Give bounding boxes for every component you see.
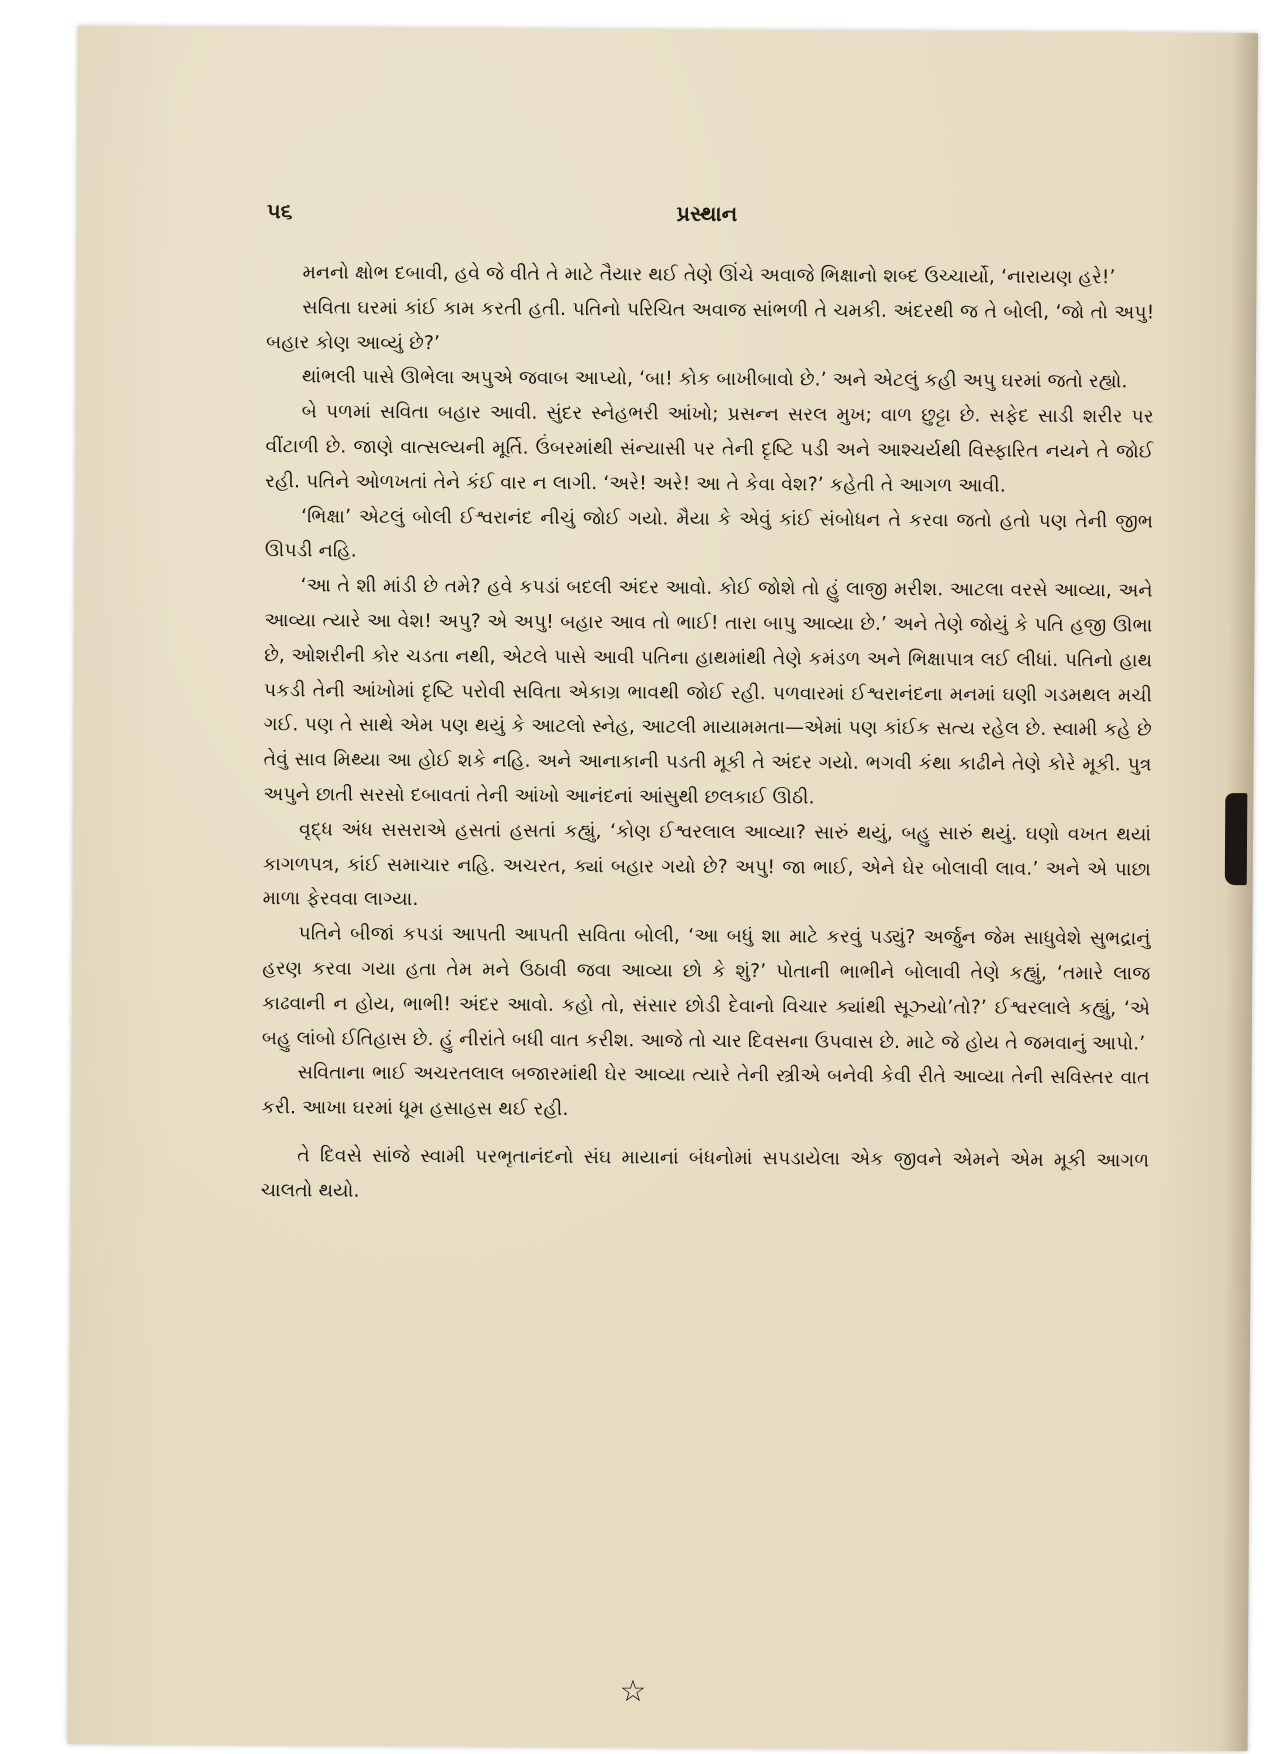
running-head: પ્રસ્થાન bbox=[676, 201, 738, 227]
paragraph: સવિતાના ભાઈ અચરતલાલ બજારમાંથી ઘેર આવ્યા ત્યારે તેની સ્ત્રીએ બનેવી કેવી રીતે આવ્યા તેની સવિસ્તર વાત કરી. આખા ઘરમાં ધૂમ હસાહસ થઈ રહી. bbox=[261, 1061, 1150, 1121]
paragraph: થાંભલી પાસે ઊભેલા અપુએ જવાબ આપ્યો, ‘બા! કોક બાખીબાવો છે.’ અને એટલું કહી અપુ ઘરમાં જતો રહ્યો. bbox=[301, 365, 1128, 393]
page-spine-shadow bbox=[1221, 33, 1257, 1751]
end-star-icon: ☆ bbox=[619, 1674, 647, 1709]
page-header bbox=[267, 199, 1147, 234]
paragraph: ‘આ તે શી માંડી છે તમે? હવે કપડાં બદલી અંદર આવો. કોઈ જોશે તો હું લાજી મરીશ. આટલા વરસે આવ્યા, અને આવ્યા ત્યારે આ વેશ! અપુ? એ અપુ! બહાર આવ તો ભાઈ! તારા બાપુ આવ્યા છે.’ અને તેણે જોયું કે પતિ હજી ઊભા છે, ઓશરીની કોર ચડતા નથી, એટલે પાસે આવી પતિના હાથમાંથી તેણે કમંડળ અને ભિક્ષાપાત્ર લઈ લીધાં. પતિનો હાથ પકડી તેની આંખોમાં દૃષ્ટિ પરોવી સવિતા એકાગ્ર ભાવથી જોઈ રહી. પળવારમાં ઈશ્વરાનંદના મનમાં ઘણી ગડમથલ મચી ગઈ. પણ તે સાથે એમ પણ થયું કે આટલો સ્નેહ, આટલી માયામમતા—એમાં પણ કાંઈક સત્ય રહેલ છે. સ્વામી કહે છે તેવું સાવ મિથ્યા આ હોઈ શકે નહિ. અને આનાકાની પડતી મૂકી તે અંદર ગયો. ભગવી કંથા કાઢીને તેણે કોરે મૂકી. પુત્ર અપુને છાતી સરસો દબાવતાં તેની આંખો આનંદનાં આંસુથી છલકાઈ ઊઠી. bbox=[263, 574, 1153, 809]
paragraph: વૃદ્ધ અંધ સસરાએ હસતાં હસતાં કહ્યું, ‘કોણ ઈશ્વરલાલ આવ્યા? સારું થયું, બહુ સારું થયું. ઘણો વખત થયાં કાગળપત્ર, કાંઈ સમાચાર નહિ. અચરત, ક્યાં બહાર ગયો છે? અપુ! જા ભાઈ, એને ઘેર બોલાવી લાવ.’ અને એ પાછા માળા ફેરવવા લાગ્યા. bbox=[262, 818, 1152, 911]
page-number: ૫૬ bbox=[266, 199, 293, 224]
torn-edge-mark bbox=[1225, 793, 1248, 885]
paragraph: પતિને બીજાં કપડાં આપતી આપતી સવિતા બોલી, ‘આ બધું શા માટે કરવું પડ્યું? અર્જુન જેમ સાધુવેશે સુભદ્રાનું હરણ કરવા ગયા હતા તેમ મને ઉઠાવી જવા આવ્યા છો કે શું?’ પોતાની ભાભીને બોલાવી તેણે કહ્યું, ‘તમારે લાજ કાઢવાની ન હોય, ભાભી! અંદર આવો. કહો તો, સંસાર છોડી દેવાનો વિચાર ક્યાંથી સૂઝ્યો’તો?’ ઈશ્વરલાલે કહ્યું, ‘એ બહુ લાંબો ઈતિહાસ છે. હું નીરાંતે બધી વાત કરીશ. આજે તો ચાર દિવસના ઉપવાસ છે. માટે જે હોય તે જમવાનું આપો.’ bbox=[261, 922, 1151, 1055]
paragraph: તે દિવસે સાંજે સ્વામી પરભૃતાનંદનો સંઘ માયાનાં બંધનોમાં સપડાયેલા એક જીવને એમને એમ મૂકી આગળ ચાલતો થયો. bbox=[260, 1144, 1150, 1202]
paragraph: મનનો ક્ષોભ દબાવી, હવે જે વીતે તે માટે તૈયાર થઈ તેણે ઊંચે અવાજે ભિક્ષાનો શબ્દ ઉચ્ચાર્યો, ‘નારાયણ હરે!’ bbox=[302, 261, 1116, 289]
paragraph: બે પળમાં સવિતા બહાર આવી. સુંદર સ્નેહભરી આંખો; પ્રસન્ન સરલ મુખ; વાળ છુટ્ટા છે. સફેદ સાડી શરીર પર વીંટાળી છે. જાણે વાત્સલ્યની મૂર્તિ. ઉંબરમાંથી સંન્યાસી પર તેની દૃષ્ટિ પડી અને આશ્ચર્યથી વિસ્ફારિત નયને તે જોઈ રહી. પતિને ઓળખતાં તેને કંઈ વાર ન લાગી. ‘અરે! અરે! આ તે કેવા વેશ?’ કહેતી તે આગળ આવી. bbox=[265, 400, 1154, 497]
paragraph: ‘ભિક્ષા’ એટલું બોલી ઈશ્વરાનંદ નીચું જોઈ ગયો. મૈયા કે એવું કાંઈ સંબોધન તે કરવા જતો હતો પણ તેની જીભ ઊપડી નહિ. bbox=[264, 504, 1154, 563]
paragraph: સવિતા ઘરમાં કાંઈ કામ કરતી હતી. પતિનો પરિચિત અવાજ સાંભળી તે ચમકી. અંદરથી જ તે બોલી, ‘જો તો અપુ! બહાર કોણ આવ્યું છે?’ bbox=[266, 296, 1155, 354]
book-page bbox=[68, 26, 1258, 1751]
body-text bbox=[261, 255, 1155, 1213]
